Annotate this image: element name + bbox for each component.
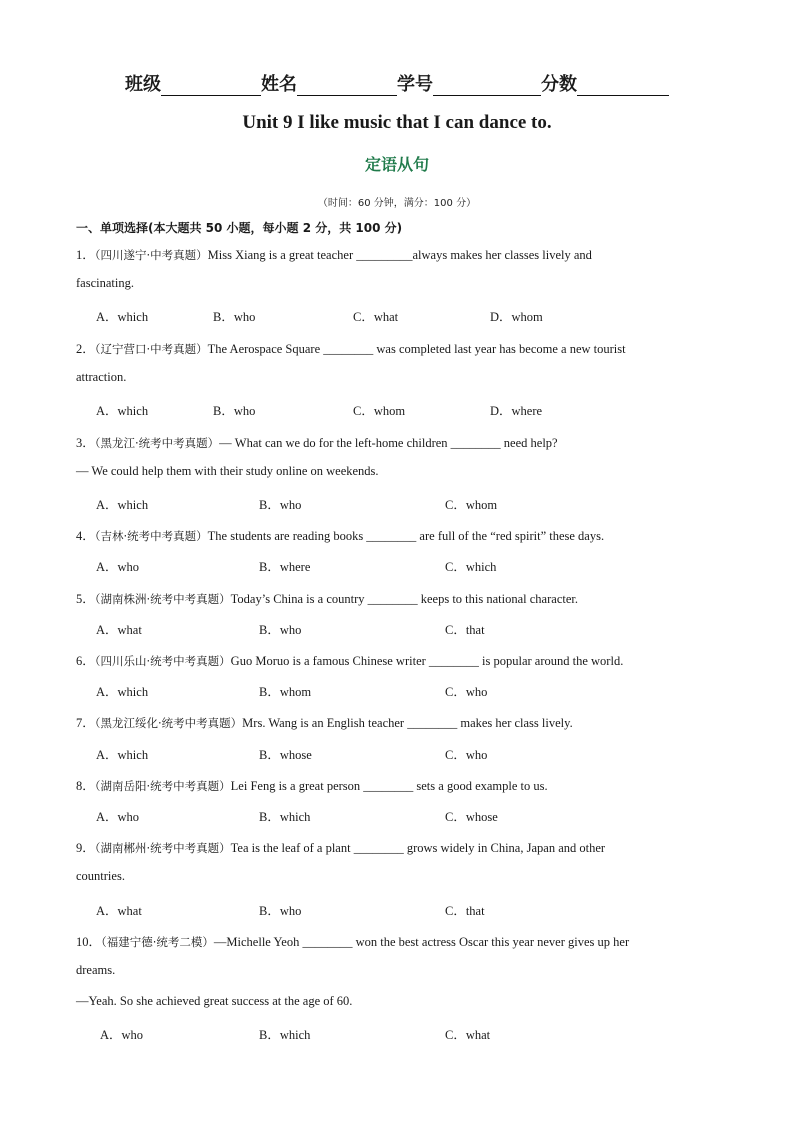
- option-c[interactable]: C．what: [353, 310, 399, 324]
- class-blank[interactable]: [161, 75, 261, 96]
- question-8: 8．（湖南岳阳·统考中考真题）Lei Feng is a great person ________ sets a good example to us.: [76, 779, 548, 793]
- question-3-cont: — We could help them with their study online on weekends.: [76, 464, 379, 478]
- option-a[interactable]: A．which: [96, 748, 149, 762]
- option-a[interactable]: A．which: [96, 685, 149, 699]
- option-d[interactable]: D．where: [490, 404, 543, 418]
- student-info-line: [0, 70, 794, 96]
- option-a[interactable]: A．what: [96, 623, 142, 637]
- option-a[interactable]: A．who: [100, 1028, 144, 1042]
- question-2-cont: attraction.: [76, 370, 127, 384]
- option-b[interactable]: B．who: [259, 498, 302, 512]
- question-10: 10．（福建宁德·统考二模）—Michelle Yeoh ________ won the best actress Oscar this year never gives up her: [76, 935, 630, 949]
- option-a[interactable]: A．which: [96, 310, 149, 324]
- option-b[interactable]: B．which: [259, 1028, 311, 1042]
- question-9: 9．（湖南郴州·统考中考真题）Tea is the leaf of a plant ________ grows widely in China, Japan and other: [76, 841, 606, 855]
- option-c[interactable]: C．what: [445, 1028, 491, 1042]
- option-b[interactable]: B．which: [259, 810, 311, 824]
- option-b[interactable]: B．whom: [259, 685, 312, 699]
- option-c[interactable]: C．that: [445, 623, 485, 637]
- question-1: 1．（四川遂宁·中考真题）Miss Xiang is a great teacher _________always makes her classes lively and: [76, 248, 592, 262]
- option-a[interactable]: A．which: [96, 498, 149, 512]
- option-c[interactable]: C．whom: [353, 404, 406, 418]
- question-5: 5．（湖南株洲·统考中考真题）Today’s China is a country ________ keeps to this national character.: [76, 592, 578, 606]
- option-a[interactable]: A．which: [96, 404, 149, 418]
- score-label: 分数: [541, 74, 577, 95]
- id-label: 学号: [397, 74, 433, 95]
- unit-title: Unit 9 I like music that I can dance to.: [242, 112, 552, 133]
- name-blank[interactable]: [297, 75, 397, 96]
- question-6: 6．（四川乐山·统考中考真题）Guo Moruo is a famous Chinese writer ________ is popular around the world.: [76, 654, 624, 668]
- question-2: 2．（辽宁营口·中考真题）The Aerospace Square ________ was completed last year has become a new tourist: [76, 342, 626, 356]
- option-c[interactable]: C．which: [445, 560, 497, 574]
- option-a[interactable]: A．who: [96, 810, 140, 824]
- question-9-cont: countries.: [76, 869, 125, 883]
- score-blank[interactable]: [577, 75, 669, 96]
- question-4: 4．（吉林·统考中考真题）The students are reading books ________ are full of the “red spirit” these days.: [76, 529, 605, 543]
- option-c[interactable]: C．whose: [445, 810, 498, 824]
- option-c[interactable]: C．who: [445, 748, 488, 762]
- option-b[interactable]: B．who: [259, 904, 302, 918]
- name-label: 姓名: [261, 74, 297, 95]
- option-c[interactable]: C．who: [445, 685, 488, 699]
- option-c[interactable]: C．that: [445, 904, 485, 918]
- class-label: 班级: [125, 74, 161, 95]
- question-10-reply: —Yeah. So she achieved great success at the age of 60.: [76, 994, 353, 1008]
- option-b[interactable]: B．who: [213, 404, 256, 418]
- question-1-cont: fascinating.: [76, 276, 134, 290]
- option-a[interactable]: A．what: [96, 904, 142, 918]
- option-b[interactable]: B．who: [259, 623, 302, 637]
- time-info: （时间：60 分钟，满分：100 分）: [317, 198, 477, 209]
- option-b[interactable]: B．where: [259, 560, 311, 574]
- question-7: 7．（黑龙江绥化·统考中考真题）Mrs. Wang is an English teacher ________ makes her class lively.: [76, 716, 573, 730]
- section-heading: 一、单项选择(本大题共 50 小题，每小题 2 分，共 100 分): [76, 221, 403, 235]
- id-blank[interactable]: [433, 75, 541, 96]
- option-b[interactable]: B．whose: [259, 748, 312, 762]
- option-a[interactable]: A．who: [96, 560, 140, 574]
- option-c[interactable]: C．whom: [445, 498, 498, 512]
- option-d[interactable]: D．whom: [490, 310, 543, 324]
- question-3: 3．（黑龙江·统考中考真题）— What can we do for the left-home children ________ need help?: [76, 436, 558, 450]
- topic-title: 定语从句: [364, 155, 429, 174]
- option-b[interactable]: B．who: [213, 310, 256, 324]
- question-10-cont: dreams.: [76, 963, 116, 977]
